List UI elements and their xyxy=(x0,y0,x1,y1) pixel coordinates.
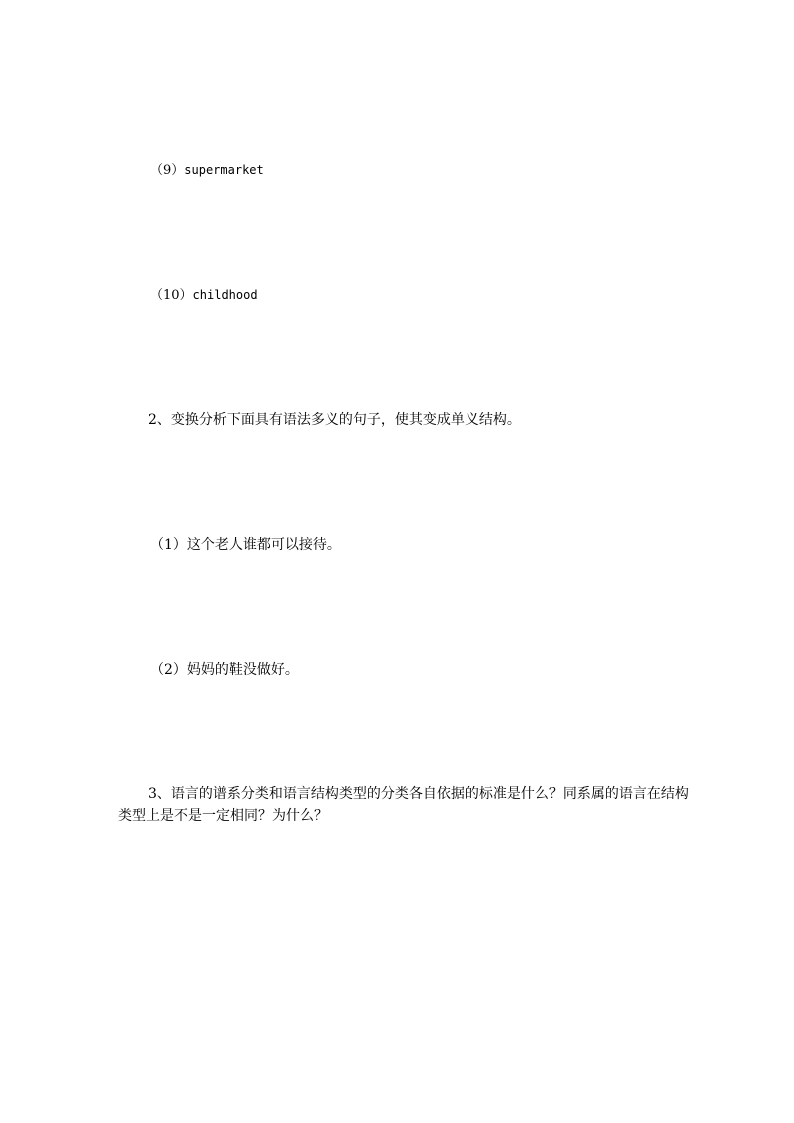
item-9-word: supermarket xyxy=(184,163,264,177)
item-10 xyxy=(150,285,258,306)
question-2-item-2: （2）妈妈的鞋没做好。 xyxy=(150,662,299,678)
item-10-word: childhood xyxy=(192,288,258,302)
question-2-item-1: （1）这个老人谁都可以接待。 xyxy=(150,537,341,553)
item-9-number: （9） xyxy=(150,163,185,178)
item-10-number: （10） xyxy=(150,288,193,303)
question-3: 3、语言的谱系分类和语言结构类型的分类各自依据的标准是什么？同系属的语言在结构类型上是不是一定相同？为什么？ xyxy=(118,786,689,824)
item-9 xyxy=(150,160,264,181)
question-2: 2、变换分析下面具有语法多义的句子，使其变成单义结构。 xyxy=(148,412,521,428)
